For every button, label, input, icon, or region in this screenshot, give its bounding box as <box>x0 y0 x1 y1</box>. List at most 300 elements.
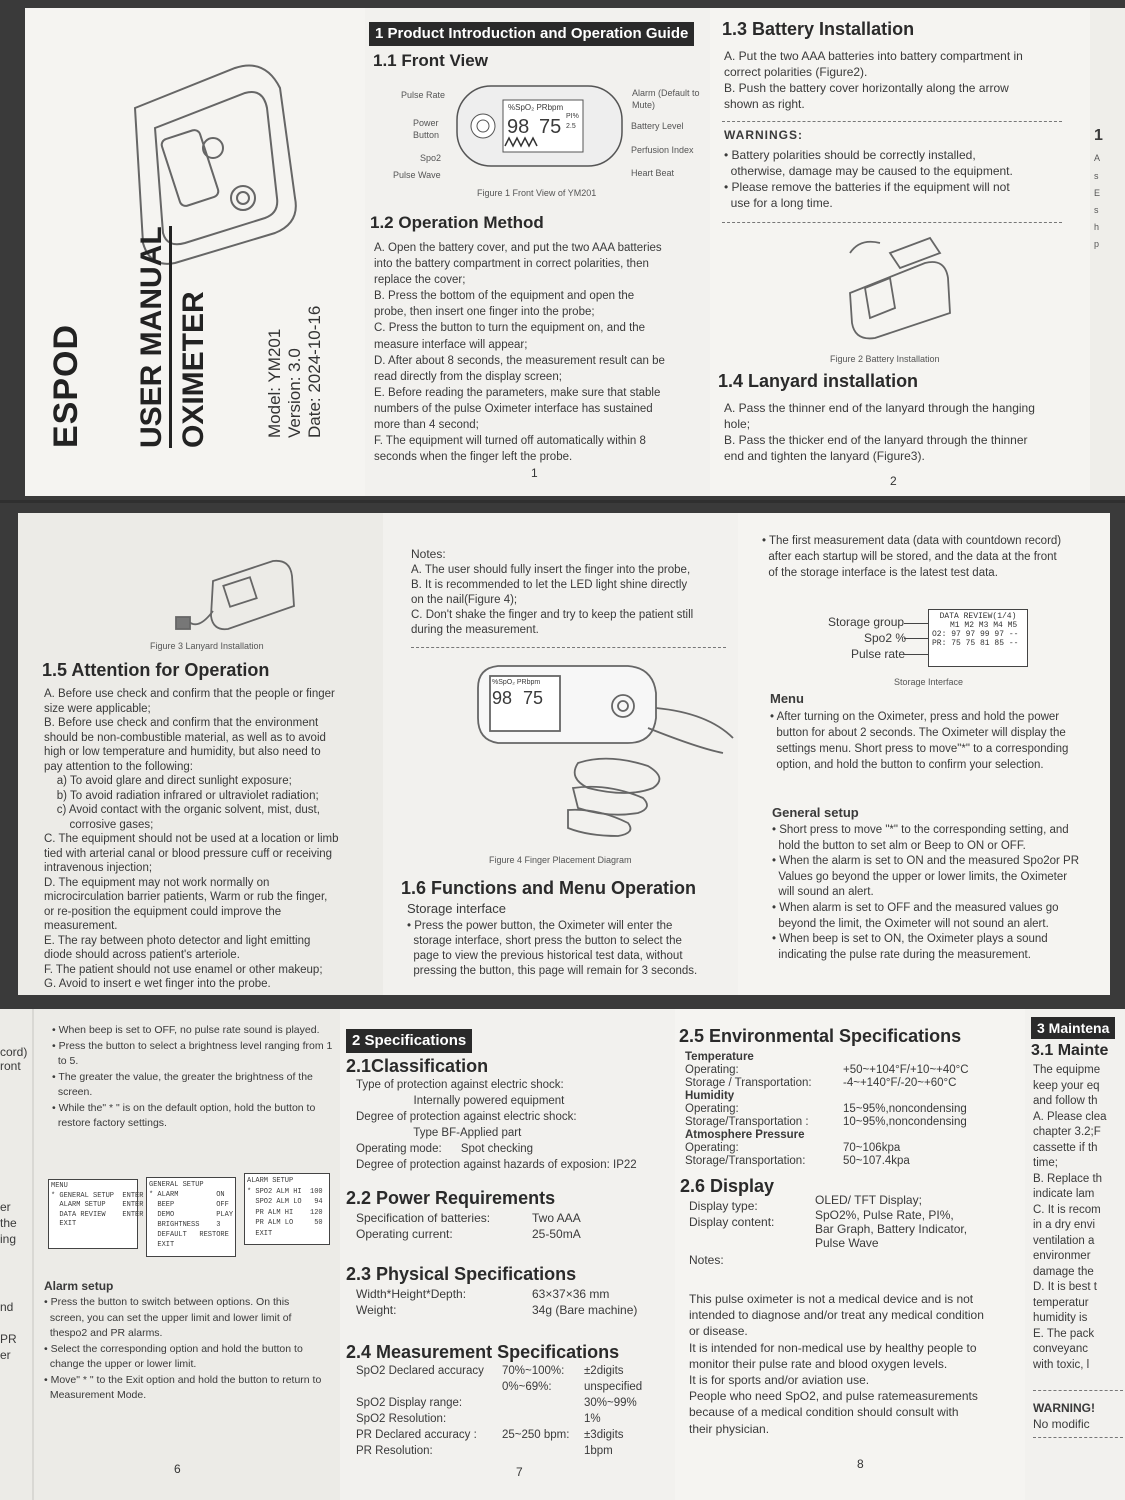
general-setup-text <box>772 823 1079 963</box>
text-line: thespo2 and PR alarms. <box>44 1327 163 1339</box>
table-cell: Operating: <box>685 1142 739 1154</box>
text-line: time; <box>1033 1157 1058 1169</box>
weight-value: 34g (Bare machine) <box>532 1303 638 1317</box>
text-line: • The first measurement data (data with countdown record) <box>762 535 1062 547</box>
data-review-o2: O2: 97 97 99 97 -- <box>932 630 1019 639</box>
text-line: • Battery polarities should be correctly installed, <box>724 148 976 162</box>
text-line: BEEP OFF <box>149 1201 229 1209</box>
storage-label-group: Storage group <box>828 615 905 629</box>
dimension-label: Width*Height*Depth: <box>356 1287 467 1301</box>
text-line: screen. <box>52 1086 93 1098</box>
menu-title: Menu <box>770 691 804 706</box>
text-line: a) To avoid glare and direct sunlight exposure; <box>44 775 292 787</box>
alarm-setup-title: Alarm setup <box>44 1279 114 1293</box>
edge-text: s <box>1094 205 1099 215</box>
text-line: probe, then insert one finger into the probe; <box>374 306 595 319</box>
edge-text: the <box>0 1216 17 1230</box>
environmental-specs <box>685 1051 1015 1168</box>
text-line: of the storage interface is the latest test data. <box>762 567 998 579</box>
text-line: during the measurement. <box>411 624 539 636</box>
weight-label: Weight: <box>356 1303 397 1317</box>
text-line: E. The ray between photo detector and light emitting <box>44 934 311 947</box>
table-cell: SpO2 Resolution: <box>356 1413 447 1425</box>
text-line: DEMO PLAY <box>149 1211 234 1219</box>
photo-middle <box>0 503 1125 995</box>
page-9 <box>1025 1009 1125 1500</box>
text-line: in a dry envi <box>1033 1219 1096 1231</box>
figure-3-caption: Figure 3 Lanyard Installation <box>150 641 264 651</box>
text-line: SPO2 ALM LO 94 <box>247 1198 323 1206</box>
edge-text: p <box>1094 239 1100 249</box>
table-cell: ±2digits <box>584 1365 624 1377</box>
text-line: humidity is <box>1033 1312 1088 1324</box>
storage-interface-caption: Storage Interface <box>894 677 964 687</box>
table-row <box>356 1445 671 1461</box>
text-line: • After turning on the Oximeter, press and hold the power <box>770 711 1060 723</box>
text-line: B. Push the battery cover horizontally along the arrow <box>724 81 1009 95</box>
text-line: A. The user should fully insert the finger into the probe, <box>411 564 691 576</box>
table-cell: SpO2 Declared accuracy <box>356 1365 484 1377</box>
general-setup-title: General setup <box>772 805 859 820</box>
figure-4-caption: Figure 4 Finger Placement Diagram <box>489 855 632 865</box>
text-line: • When alarm is set to OFF and the measured values go <box>772 901 1059 914</box>
table-cell: 10~95%,noncondensing <box>843 1116 967 1128</box>
cover-version: Version: 3.0 <box>285 348 304 438</box>
text-line: This pulse oximeter is not a medical device and is not <box>689 1292 974 1306</box>
section-2-4-title: 2.4 Measurement Specifications <box>346 1342 620 1362</box>
text-line: PR ALM HI 120 <box>247 1208 323 1217</box>
measurement-specs <box>356 1365 671 1461</box>
menu-screen <box>48 1179 144 1249</box>
fig1-screen-spo2: 98 <box>507 116 530 138</box>
text-line: environmer <box>1033 1250 1091 1262</box>
edge-text: E <box>1094 188 1101 198</box>
storage-interface-text <box>407 919 697 979</box>
text-line: E. The pack <box>1033 1327 1095 1340</box>
text-line: B. Before use check and confirm that the environment <box>44 717 319 729</box>
page-number-8: 8 <box>857 1457 864 1471</box>
battery-installation-illustration <box>830 233 970 343</box>
page-3 <box>18 513 383 995</box>
text-line: more than 4 second; <box>374 419 479 432</box>
text-line: measurement. <box>44 920 118 932</box>
label-battery-level: Battery Level <box>631 121 684 131</box>
table-row <box>356 1413 671 1429</box>
table-cell: PR Declared accuracy : <box>356 1429 477 1441</box>
text-line: EXIT <box>247 1229 273 1238</box>
text-line: • Press the power button, the Oximeter will enter the <box>407 920 673 932</box>
text-line: SpO2%, Pulse Rate, PI%, <box>815 1208 954 1222</box>
figure-1-caption: Figure 1 Front View of YM201 <box>477 188 597 198</box>
text-line: • The greater the value, the greater the brightness of the <box>52 1070 313 1083</box>
table-cell: unspecified <box>584 1381 643 1393</box>
table-row <box>685 1090 1015 1103</box>
text-line: • Short press to move "*" to the corresponding setting, and <box>772 824 1069 836</box>
text-line: storage interface, short press the button to select the <box>407 935 682 947</box>
text-line: D. The equipment may not work normally on <box>44 876 270 889</box>
fig1-screen-pi-label: PI% <box>566 113 579 120</box>
text-line: E. Before reading the parameters, make sure that stable <box>374 386 661 399</box>
edge-text: er <box>0 1200 11 1214</box>
text-line: intended to diagnose and/or treat any medical condition <box>689 1308 984 1323</box>
fig4-screen-spo2: 98 <box>492 688 513 708</box>
table-row <box>685 1116 1015 1129</box>
leader-line <box>904 623 928 624</box>
edge-text: nd <box>0 1300 14 1314</box>
table-cell: SpO2 Display range: <box>356 1397 463 1409</box>
text-line: C. It is recom <box>1033 1203 1101 1216</box>
table-cell: Humidity <box>685 1090 735 1102</box>
table-cell: Storage/Transportation : <box>685 1116 809 1128</box>
storage-intro-text <box>762 533 1061 581</box>
text-line: monitor their pulse rate and blood oxygen levels. <box>689 1356 948 1371</box>
table-cell: Temperature <box>685 1051 754 1063</box>
text-line: high or low temperature and humidity, but also need to <box>44 746 321 758</box>
text-line: Pulse Wave <box>815 1236 879 1250</box>
text-line: D. After about 8 seconds, the measurement result can be <box>374 354 665 367</box>
text-line: It is for sports and/or aviation use. <box>689 1373 870 1388</box>
figure-2-caption: Figure 2 Battery Installation <box>830 354 940 364</box>
table-cell: Storage / Transportation: <box>685 1077 812 1089</box>
brightness-text <box>52 1023 332 1132</box>
table-cell: Operating: <box>685 1064 739 1076</box>
text-line: • When beep is set to OFF, no pulse rate sound is played. <box>52 1024 320 1036</box>
text-line: conveyanc <box>1033 1343 1088 1355</box>
text-line: ALARM SETUP ENTER <box>51 1201 144 1209</box>
text-line: shown as right. <box>724 97 805 111</box>
text-line: because of a medical condition should consult with <box>689 1405 959 1420</box>
text-line: will sound an alert. <box>772 886 874 899</box>
text-line: tied with arterial canal or blood pressure cuff or receiving <box>44 847 333 860</box>
text-line: after each startup will be stored, and the data at the front <box>762 551 1057 563</box>
edge-text: PR <box>0 1332 17 1346</box>
storage-label-spo2: Spo2 % <box>864 631 907 645</box>
text-line: G. Avoid to insert e wet finger into the probe. <box>44 978 271 990</box>
storage-label-pulse: Pulse rate <box>851 647 906 661</box>
page-8 <box>675 1009 1025 1500</box>
fig4-screen-header: %SpO₂ PRbpm <box>492 679 541 686</box>
chapter-1-heading: 1 Product Introduction and Operation Guide <box>369 22 694 46</box>
display-content-label: Display content: <box>689 1215 775 1229</box>
text-line: beyond the limit, the Oximeter will not sound an alert. <box>772 917 1049 930</box>
text-line: replace the cover; <box>374 274 466 287</box>
text-line: • Press the button to switch between options. On this <box>44 1296 290 1308</box>
battery-spec-label: Specification of batteries: <box>356 1211 491 1225</box>
text-line: cassette if th <box>1033 1141 1098 1154</box>
text-line: People who need SpO2, and pulse ratemeasurements <box>689 1389 978 1404</box>
storage-interface-title: Storage interface <box>407 901 507 916</box>
text-line: B. It is recommended to let the LED light shine directly <box>411 579 688 591</box>
display-content-value <box>815 1208 967 1250</box>
table-cell: 25~250 bpm: <box>502 1429 570 1441</box>
section-1-2-title: 1.2 Operation Method <box>370 213 544 232</box>
text-line: their physician. <box>689 1421 770 1436</box>
table-row <box>685 1103 1015 1116</box>
text-line: seconds when the finger left the probe. <box>374 451 573 464</box>
text-line: option, and hold the button to confirm your selection. <box>770 759 1044 771</box>
section-3-1-title: 3.1 Mainte <box>1031 1042 1109 1059</box>
text-line: use for a long time. <box>724 196 833 210</box>
section-2-1-title: 2.1Classification <box>346 1056 489 1076</box>
divider <box>722 121 1062 122</box>
label-alarm: Alarm (Default to Mute) <box>632 88 700 110</box>
text-line: Values go beyond the upper or lower limits, the Oximeter <box>772 870 1068 883</box>
section-1-3-text <box>724 48 1023 112</box>
table-row <box>685 1155 1015 1168</box>
table-row <box>356 1365 671 1381</box>
text-line: Internally powered equipment <box>356 1095 565 1107</box>
divider <box>722 222 1062 223</box>
text-line: Degree of protection against hazards of exposion: IP22 <box>356 1159 637 1171</box>
menu-text <box>770 709 1068 773</box>
warnings-text <box>724 147 1013 211</box>
text-line: EXIT <box>51 1220 77 1228</box>
edge-text: A <box>1094 153 1101 163</box>
text-line: • When beep is set to ON, the Oximeter plays a sound <box>772 933 1048 946</box>
section-1-3-title: 1.3 Battery Installation <box>722 19 915 39</box>
text-line: read directly from the display screen; <box>374 370 562 383</box>
text-line: change the upper or lower limit. <box>44 1358 197 1370</box>
alarm-setup-text <box>44 1295 321 1404</box>
edge-text: ing <box>0 1232 17 1246</box>
text-line: or disease. <box>689 1324 748 1339</box>
table-row <box>685 1142 1015 1155</box>
page-number-2: 2 <box>890 474 897 488</box>
text-line: F. The equipment will turned off automatically within 8 <box>374 435 646 448</box>
cover-date: Date: 2024-10-16 <box>305 305 324 438</box>
text-line: C. Press the button to turn the equipment on, and the <box>374 322 646 335</box>
text-line: settings menu. Short press to move"*" to a corresponding <box>770 743 1069 755</box>
text-line: * GENERAL SETUP ENTER <box>51 1191 144 1200</box>
text-line: indicate lam <box>1033 1188 1095 1200</box>
text-line: B. Press the bottom of the equipment and open the <box>374 290 635 303</box>
table-cell: 15~95%,noncondensing <box>843 1103 967 1115</box>
text-line: should be non-combustible material, as well as to avoid <box>44 731 326 744</box>
data-review-header: M1 M2 M3 M4 M5 <box>950 621 1018 630</box>
dimension-value: 63×37×36 mm <box>532 1287 610 1301</box>
text-line: screen, you can set the upper limit and lower limit of <box>44 1311 292 1324</box>
cover-title-user-manual: USER MANUAL <box>135 226 172 448</box>
table-row <box>356 1397 671 1413</box>
notes-title: Notes: <box>689 1253 724 1267</box>
table-cell: Operating: <box>685 1103 739 1115</box>
label-power-button: Power Button <box>413 118 440 140</box>
page-edge-right <box>1090 8 1125 496</box>
text-line: ALARM SETUP <box>247 1177 294 1185</box>
page-5 <box>738 513 1110 995</box>
display-type-label: Display type: <box>689 1199 758 1213</box>
text-line: DEFAULT RESTORE <box>149 1231 229 1239</box>
text-line: hold the button to set alm or Beep to ON or OFF. <box>772 839 1026 852</box>
text-line: A. Before use check and confirm that the people or finger <box>44 688 335 700</box>
divider <box>411 647 726 648</box>
text-line: Type of protection against electric shock: <box>356 1079 564 1091</box>
label-pulse-rate: Pulse Rate <box>401 90 446 100</box>
text-line: diode should across patient's arteriole. <box>44 949 240 961</box>
text-line: keep your eq <box>1033 1079 1100 1092</box>
warnings-title: WARNINGS: <box>724 128 803 142</box>
table-cell: 70%~100%: <box>502 1365 565 1377</box>
fig1-screen-pi: 2.5 <box>566 123 576 130</box>
text-line: and follow th <box>1033 1095 1098 1107</box>
text-line: • Please remove the batteries if the equipment will not <box>724 180 1010 194</box>
text-line: A. Please clea <box>1033 1110 1107 1123</box>
brand-logo: ESPOD <box>47 323 85 448</box>
text-line: intravenous injection; <box>44 862 153 874</box>
text-line: Degree of protection against electric shock: <box>356 1111 577 1123</box>
edge-text: er <box>0 1348 11 1362</box>
text-line: hole; <box>724 417 751 431</box>
table-row <box>356 1381 671 1397</box>
text-line: C. The equipment should not be used at a location or limb <box>44 833 339 845</box>
section-1-6-title: 1.6 Functions and Menu Operation <box>401 878 697 898</box>
fig4-screen-pr: 75 <box>523 688 544 708</box>
chapter-2-heading: 2 Specifications <box>346 1029 472 1053</box>
text-line: on the nail(Figure 4); <box>411 594 518 606</box>
page-1 <box>365 8 710 496</box>
text-line: A. Put the two AAA batteries into battery compartment in <box>724 49 1023 63</box>
text-line: • Move" * " to the Exit option and hold the button to return to <box>44 1373 322 1386</box>
text-line: DATA REVIEW ENTER <box>51 1210 144 1219</box>
table-row <box>685 1129 1015 1142</box>
table-row <box>356 1429 671 1445</box>
text-line: Bar Graph, Battery Indicator, <box>815 1222 968 1236</box>
data-review-screen <box>928 609 1028 667</box>
section-1-4-text <box>724 400 1035 464</box>
text-line: page to view the previous historical test data, without <box>407 950 683 962</box>
edge-text: s <box>1094 171 1099 181</box>
text-line: button for about 2 seconds. The Oximeter will display the <box>770 727 1066 739</box>
photo-bottom <box>0 995 1125 1500</box>
table-cell: 50~107.4kpa <box>843 1155 910 1167</box>
table-cell: 1% <box>584 1413 601 1425</box>
fig1-screen-pr: 75 <box>539 116 562 138</box>
edge-text: cord) <box>0 1045 28 1059</box>
text-line: PR ALM LO 50 <box>247 1219 323 1227</box>
warning-title: WARNING! <box>1033 1401 1095 1415</box>
maintenance-text <box>1033 1063 1107 1373</box>
text-line: Operating mode: Spot checking <box>356 1143 534 1155</box>
label-spo2: Spo2 <box>420 153 442 163</box>
text-line: • When the alarm is set to ON and the measured Spo2or PR <box>772 855 1080 868</box>
text-line: F. The patient should not use enamel or other makeup; <box>44 963 323 976</box>
edge-heading: 1 <box>1094 127 1103 144</box>
text-line: with toxic, l <box>1033 1358 1090 1371</box>
text-line: otherwise, damage may be caused to the equipment. <box>724 164 1013 178</box>
section-2-3-title: 2.3 Physical Specifications <box>346 1264 577 1284</box>
table-cell: Atmosphere Pressure <box>685 1129 805 1141</box>
page-number-6: 6 <box>174 1462 181 1476</box>
label-heart-beat: Heart Beat <box>631 168 675 178</box>
text-line: microcirculation barrier patients, Warm or rub the finger, <box>44 891 328 903</box>
text-line: temperatur <box>1033 1296 1089 1309</box>
text-line: measure interface will appear; <box>374 338 528 351</box>
text-line: corrosive gases; <box>44 818 154 831</box>
page-2 <box>710 8 1090 496</box>
data-review-pr: PR: 75 75 81 85 -- <box>932 639 1019 648</box>
edge-text: ront <box>0 1059 21 1073</box>
text-line: restore factory settings. <box>52 1117 167 1129</box>
table-row <box>685 1077 1015 1090</box>
text-line: end and tighten the lanyard (Figure3). <box>724 449 925 463</box>
lanyard-illustration <box>168 551 298 651</box>
table-cell: 30%~99% <box>584 1397 637 1409</box>
text-line: ventilation a <box>1033 1234 1095 1247</box>
leader-line <box>904 654 928 655</box>
text-line: Measurement Mode. <box>44 1389 147 1401</box>
text-line: MENU <box>51 1182 68 1190</box>
cover-title-oximeter: OXIMETER <box>177 291 210 448</box>
chapter-3-heading: 3 Maintena <box>1031 1017 1115 1039</box>
text-line: damage the <box>1033 1265 1094 1278</box>
battery-spec-value: Two AAA <box>532 1211 581 1225</box>
page-number-1: 1 <box>531 466 538 480</box>
divider <box>1033 1390 1123 1391</box>
text-line: chapter 3.2;F <box>1033 1126 1101 1138</box>
page-4 <box>383 513 738 995</box>
text-line: • While the" * " is on the default option, hold the button to <box>52 1101 316 1114</box>
section-1-2-text <box>374 240 665 465</box>
fig1-screen-header: %SpO₂ PRbpm <box>508 103 564 112</box>
data-review-title: DATA REVIEW(1/4) <box>939 612 1017 621</box>
section-2-2-title: 2.2 Power Requirements <box>346 1188 556 1208</box>
table-row <box>685 1051 1015 1064</box>
page-fold <box>32 1009 34 1500</box>
section-2-5-title: 2.5 Environmental Specifications <box>679 1026 962 1046</box>
text-line: indicating the pulse rate during the measurement. <box>772 948 1031 961</box>
text-line: or re-position the equipment could improve the <box>44 905 282 918</box>
text-line: * SPO2 ALM HI 100 <box>247 1187 323 1196</box>
text-line: Type BF-Applied part <box>356 1127 522 1139</box>
classification-text <box>356 1077 637 1173</box>
general-setup-screen <box>146 1177 236 1257</box>
divider <box>1033 1437 1123 1438</box>
leader-line <box>904 638 928 639</box>
text-line: • Select the corresponding option and hold the button to <box>44 1342 303 1355</box>
text-line: size were applicable; <box>44 702 151 715</box>
text-line: A. Open the battery cover, and put the two AAA batteries <box>374 242 662 254</box>
text-line: b) To avoid radiation infrared or ultraviolet radiation; <box>44 789 319 802</box>
page-7 <box>340 1009 675 1500</box>
text-line: EXIT <box>149 1241 175 1249</box>
text-line: to 5. <box>52 1055 79 1067</box>
cover-model: Model: YM201 <box>265 328 284 438</box>
text-line: into the battery compartment in correct polarities, then <box>374 258 649 271</box>
text-line: GENERAL SETUP <box>149 1181 204 1189</box>
text-line: C. Don't shake the finger and try to keep the patient still <box>411 609 694 621</box>
page-6 <box>0 1009 340 1500</box>
table-cell: Storage/Transportation: <box>685 1155 806 1167</box>
label-pulse-wave: Pulse Wave <box>393 170 441 180</box>
cover-page <box>25 8 365 496</box>
text-line: • Press the button to select a brightness level ranging from 1 <box>52 1039 333 1052</box>
text-line: B. Pass the thicker end of the lanyard through the thinner <box>724 433 1028 447</box>
text-line: BRIGHTNESS 3 <box>149 1221 221 1229</box>
edge-text: h <box>1094 222 1100 232</box>
section-1-5-title: 1.5 Attention for Operation <box>42 660 270 680</box>
table-row <box>685 1064 1015 1077</box>
current-spec-label: Operating current: <box>356 1227 453 1241</box>
text-line: The equipme <box>1033 1064 1101 1076</box>
current-spec-value: 25-50mA <box>532 1227 581 1241</box>
text-line: D. It is best t <box>1033 1281 1097 1293</box>
notes-text <box>411 563 693 638</box>
table-cell: ±3digits <box>584 1429 624 1441</box>
text-line: pressing the button, this page will remain for 3 seconds. <box>407 965 698 977</box>
text-line: A. Pass the thinner end of the lanyard through the hanging <box>724 401 1035 415</box>
section-2-6-title: 2.6 Display <box>680 1176 775 1196</box>
page-number-7: 7 <box>516 1465 523 1479</box>
